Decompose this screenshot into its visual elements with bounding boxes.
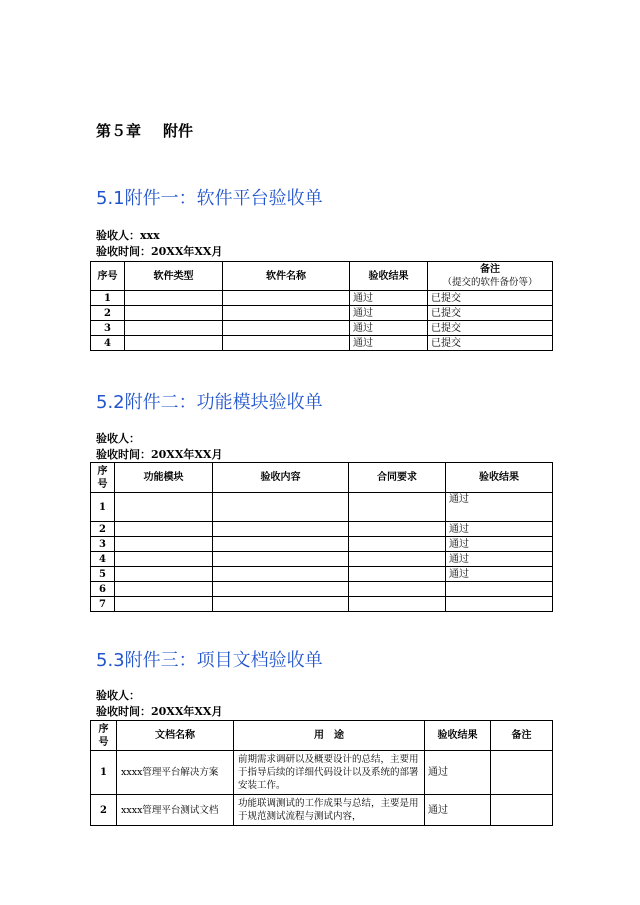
table-row: 7 — [91, 597, 553, 612]
section2-title: 5.2附件二：功能模块验收单 — [96, 392, 323, 413]
section3-receiver: 验收人： — [96, 689, 140, 702]
header-content: 验收内容 — [213, 463, 349, 493]
header-note: 备注 — [491, 721, 553, 751]
header-result: 验收结果 — [446, 463, 553, 493]
table-row: 1 通过 已提交 — [91, 291, 553, 306]
header-result: 验收结果 — [425, 721, 491, 751]
section1-title: 5.1附件一：软件平台验收单 — [96, 188, 323, 209]
table-header-row — [91, 721, 553, 751]
header-no: 序号 — [91, 262, 125, 291]
function-acceptance-table — [90, 462, 553, 612]
section1-time: 验收时间：20XX年XX月 — [96, 245, 223, 258]
table-row: 4 通过 — [91, 552, 553, 567]
table-row: 1 通过 — [91, 493, 553, 522]
table-row: 2 通过 — [91, 522, 553, 537]
software-acceptance-table — [90, 261, 553, 351]
header-result: 验收结果 — [350, 262, 428, 291]
chapter-heading — [96, 120, 193, 141]
table-header-row — [91, 262, 553, 291]
section2-time: 验收时间：20XX年XX月 — [96, 448, 223, 461]
header-software-type: 软件类型 — [125, 262, 223, 291]
table-row: 3 通过 已提交 — [91, 321, 553, 336]
section3-title: 5.3附件三：项目文档验收单 — [96, 650, 323, 671]
header-contract: 合同要求 — [349, 463, 446, 493]
chapter-title: 附件 — [163, 122, 194, 140]
table-row: 5 通过 — [91, 567, 553, 582]
section2-receiver: 验收人： — [96, 432, 140, 445]
section1-receiver: 验收人：xxx — [96, 229, 160, 242]
header-doc-name: 文档名称 — [117, 721, 234, 751]
section3-time: 验收时间：20XX年XX月 — [96, 705, 223, 718]
table-row: 2 通过 已提交 — [91, 306, 553, 321]
table-row: 4 通过 已提交 — [91, 336, 553, 351]
header-note: 备注 （提交的软件备份等） — [428, 262, 553, 291]
document-acceptance-table — [90, 720, 553, 826]
header-software-name: 软件名称 — [223, 262, 350, 291]
table-row: 3 通过 — [91, 537, 553, 552]
table-row: 1 xxxx管理平台解决方案 前期需求调研以及概要设计的总结，主要用于指导后续的详细代码设计以及系统的部署安装工作。 通过 — [91, 751, 553, 795]
header-no: 序 号 — [91, 721, 117, 751]
header-usage: 用 途 — [234, 721, 425, 751]
header-no: 序 号 — [91, 463, 115, 493]
chapter-number: 第５章 — [96, 122, 142, 140]
table-row: 6 — [91, 582, 553, 597]
table-header-row — [91, 463, 553, 493]
header-function-module: 功能模块 — [115, 463, 213, 493]
table-row: 2 xxxx管理平台测试文档 功能联调测试的工作成果与总结，主要是用于规范测试流程与测试内容， 通过 — [91, 795, 553, 826]
